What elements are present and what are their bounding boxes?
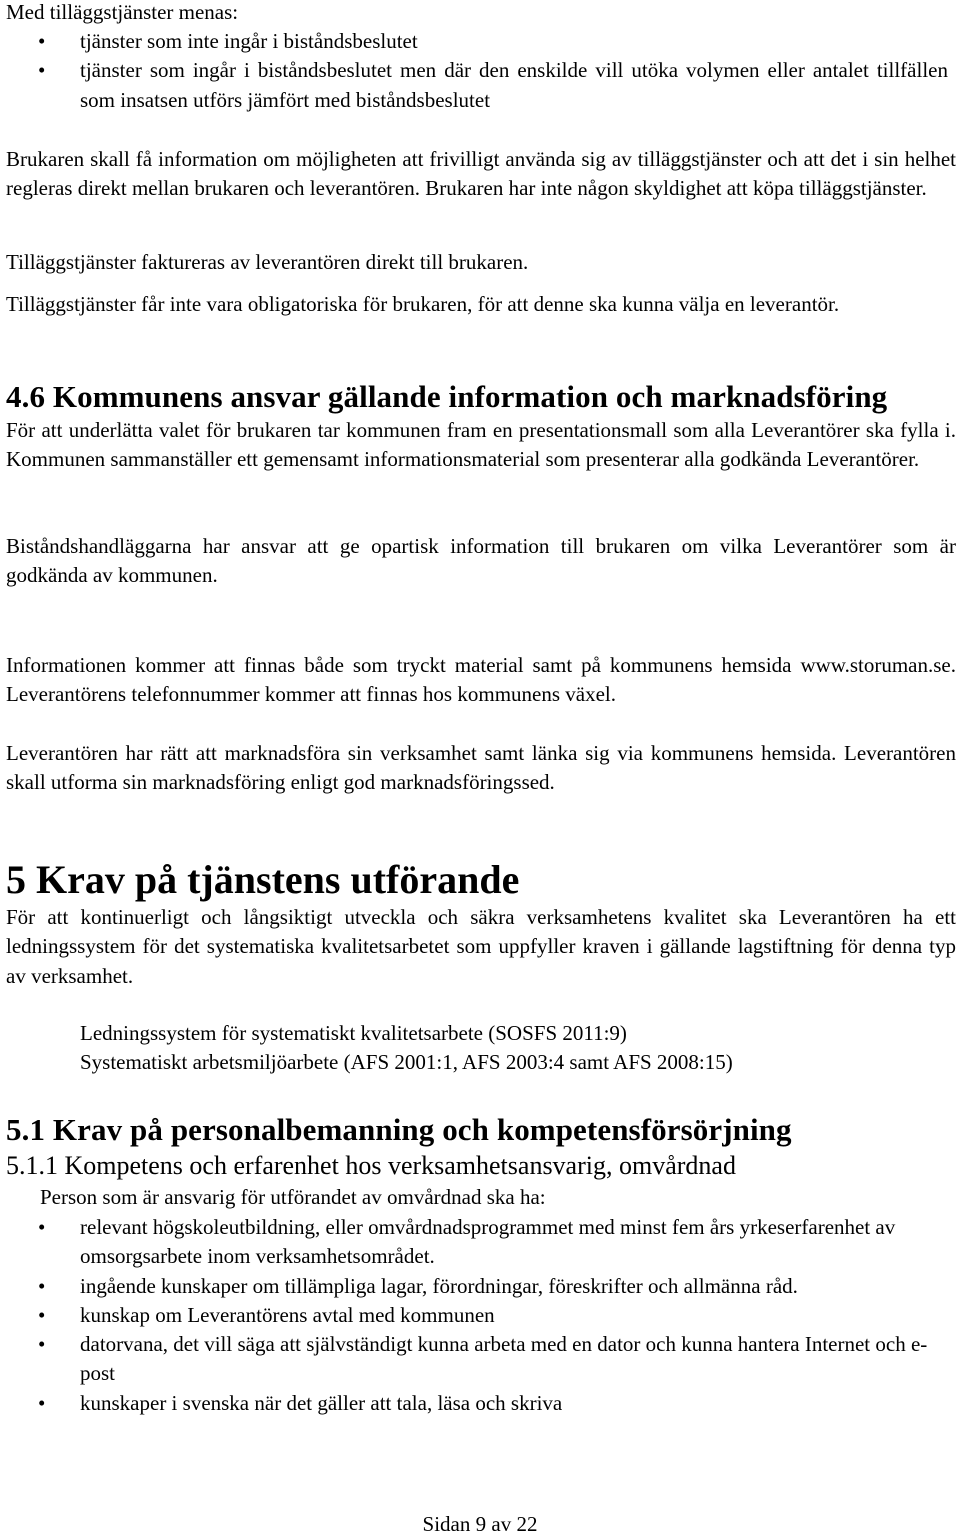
chapter-heading-5: 5 Krav på tjänstens utförande bbox=[6, 857, 520, 902]
section-4-6-paragraph-1: För att underlätta valet för brukaren tar kommunen fram en presentationsmall som alla Leverantörer ska fylla i. Kommunen sammanställer ett gemensamt informationsmaterial som presenterar alla godkända Leverantörer. bbox=[6, 418, 956, 472]
list-item: • tjänster som ingår i biståndsbeslutet men där den enskilde vill utöka volymen eller antalet tillfällen som insatsen utförs jämfört med biståndsbeslutet bbox=[38, 58, 948, 112]
competence-bullet-list bbox=[0, 1213, 956, 1418]
bullet-icon: • bbox=[38, 1302, 46, 1327]
bullet-icon: • bbox=[38, 1390, 46, 1415]
list-item: • ingående kunskaper om tillämpliga lagar, förordningar, föreskrifter och allmänna råd. bbox=[0, 1272, 956, 1301]
intro-paragraph-1: Brukaren skall få information om möjligheten att frivilligt använda sig av tilläggstjänster och att det i sin helhet regleras direkt mellan brukaren och leverantören. Brukaren har inte någon skyldighet att köpa tilläggstjänster. bbox=[6, 147, 956, 201]
reference-item: Systematiskt arbetsmiljöarbete (AFS 2001:1, AFS 2003:4 samt AFS 2008:15) bbox=[80, 1050, 733, 1075]
intro-bullet-list bbox=[0, 27, 956, 115]
bullet-icon: • bbox=[38, 1332, 46, 1357]
intro-paragraph-2: Tilläggstjänster faktureras av leverantören direkt till brukaren. bbox=[6, 250, 529, 274]
section-4-6-paragraph-3: Informationen kommer att finnas både som tryckt material samt på kommunens hemsida www.storuman.se. Leverantörens telefonnummer kommer att finnas hos kommunens växel. bbox=[6, 653, 956, 707]
section-heading-4-6: 4.6 Kommunens ansvar gällande information och marknadsföring bbox=[6, 379, 888, 414]
section-heading-5-1: 5.1 Krav på personalbemanning och kompetensförsörjning bbox=[6, 1112, 792, 1147]
reference-item: Ledningssystem för systematiskt kvalitetsarbete (SOSFS 2011:9) bbox=[80, 1021, 627, 1045]
intro-lead: Med tilläggstjänster menas: bbox=[6, 0, 239, 24]
section-4-6-paragraph-4: Leverantören har rätt att marknadsföra sin verksamhet samt länka sig via kommunens hemsida. Leverantören skall utforma sin marknadsföring enligt god marknadsföringssed. bbox=[6, 741, 956, 795]
section-4-6-paragraph-2: Biståndshandläggarna har ansvar att ge opartisk information till brukaren om vilka Leverantörer som är godkända av kommunen. bbox=[6, 534, 956, 588]
page-number: Sidan 9 av 22 bbox=[422, 1512, 538, 1536]
list-item: • kunskap om Leverantörens avtal med kommunen bbox=[0, 1301, 956, 1330]
list-item: • relevant högskoleutbildning, eller omvårdnadsprogrammet med minst fem års yrkeserfarenhet av omsorgsarbete inom verksamhetsområdet. bbox=[38, 1215, 896, 1269]
reference-list bbox=[80, 1019, 956, 1078]
bullet-icon: • bbox=[38, 58, 46, 83]
subsection-heading-5-1-1: 5.1.1 Kompetens och erfarenhet hos verksamhetsansvarig, omvårdnad bbox=[6, 1151, 736, 1180]
bullet-icon: • bbox=[38, 1215, 46, 1239]
section-5-1-lead: Person som är ansvarig för utförandet av omvårdnad ska ha: bbox=[40, 1185, 546, 1209]
list-item: • kunskaper i svenska när det gäller att tala, läsa och skriva bbox=[0, 1389, 956, 1418]
intro-paragraph-3: Tilläggstjänster får inte vara obligatoriska för brukaren, för att denne ska kunna välja en leverantör. bbox=[6, 292, 840, 316]
chapter-5-paragraph-1: För att kontinuerligt och långsiktigt utveckla och säkra verksamhetens kvalitet ska Leverantören ha ett ledningssystem för det systematiska kvalitetsarbetet som uppfyller kraven i gällande lagstiftning för denna typ av verksamhet. bbox=[6, 905, 956, 988]
bullet-icon: • bbox=[38, 29, 46, 53]
bullet-icon: • bbox=[38, 1273, 46, 1298]
list-item: • datorvana, det vill säga att självständigt kunna arbeta med en dator och kunna hantera Internet och e-post bbox=[38, 1332, 928, 1386]
list-item: • tjänster som inte ingår i biståndsbeslutet bbox=[0, 27, 956, 56]
